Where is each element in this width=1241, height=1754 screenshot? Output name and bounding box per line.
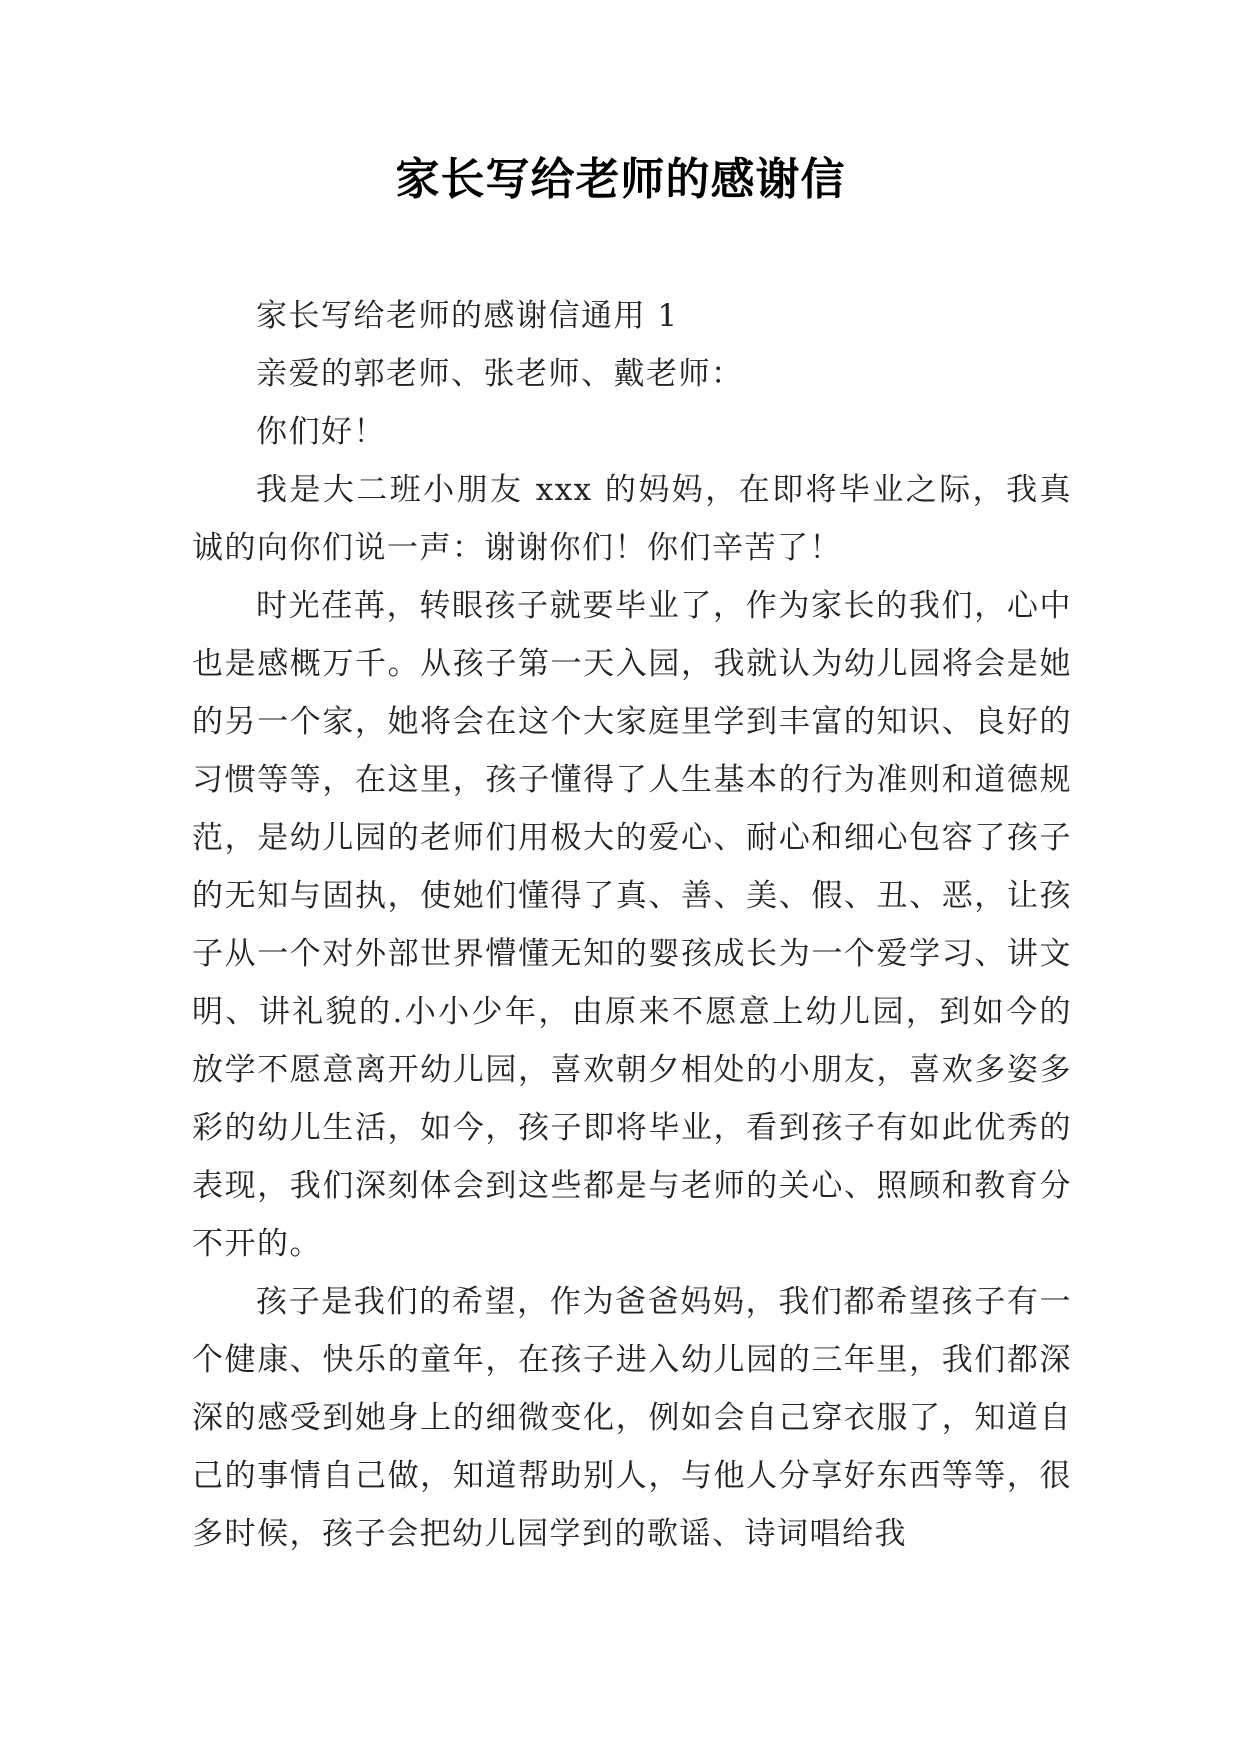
- document-title: 家长写给老师的感谢信: [395, 154, 846, 205]
- document-body: [192, 287, 1072, 1563]
- paragraph-body-2: 孩子是我们的希望，作为爸爸妈妈，我们都希望孩子有一个健康、快乐的童年，在孩子进入幼儿园的三年里，我们都深深的感受到她身上的细微变化，例如会自己穿衣服了，知道自己的事情自己做，知道帮助别人，与他人分享好东西等等，很多时候，孩子会把幼儿园学到的歌谣、诗词唱给我: [192, 1284, 1072, 1552]
- paragraph-salutation: 亲爱的郭老师、张老师、戴老师：: [256, 356, 744, 392]
- paragraph-heading: 家长写给老师的感谢信通用 1: [256, 298, 679, 334]
- paragraph-greeting: 你们好！: [256, 414, 386, 450]
- paragraph-intro: 我是大二班小朋友 xxx 的妈妈，在即将毕业之际，我真诚的向你们说一声：谢谢你们！你们辛苦了！: [192, 472, 1072, 566]
- paragraph-body-1: 时光荏苒，转眼孩子就要毕业了，作为家长的我们，心中也是感概万千。从孩子第一天入园，我就认为幼儿园将会是她的另一个家，她将会在这个大家庭里学到丰富的知识、良好的习惯等等，在这里，孩子懂得了人生基本的行为准则和道德规范，是幼儿园的老师们用极大的爱心、耐心和细心包容了孩子的无知与固执，使她们懂得了真、善、美、假、丑、恶，让孩子从一个对外部世界懵懂无知的婴孩成长为一个爱学习、讲文明、讲礼貌的.小小少年，由原来不愿意上幼儿园，到如今的放学不愿意离开幼儿园，喜欢朝夕相处的小朋友，喜欢多姿多彩的幼儿生活，如今，孩子即将毕业，看到孩子有如此优秀的表现，我们深刻体会到这些都是与老师的关心、照顾和教育分不开的。: [192, 588, 1072, 1262]
